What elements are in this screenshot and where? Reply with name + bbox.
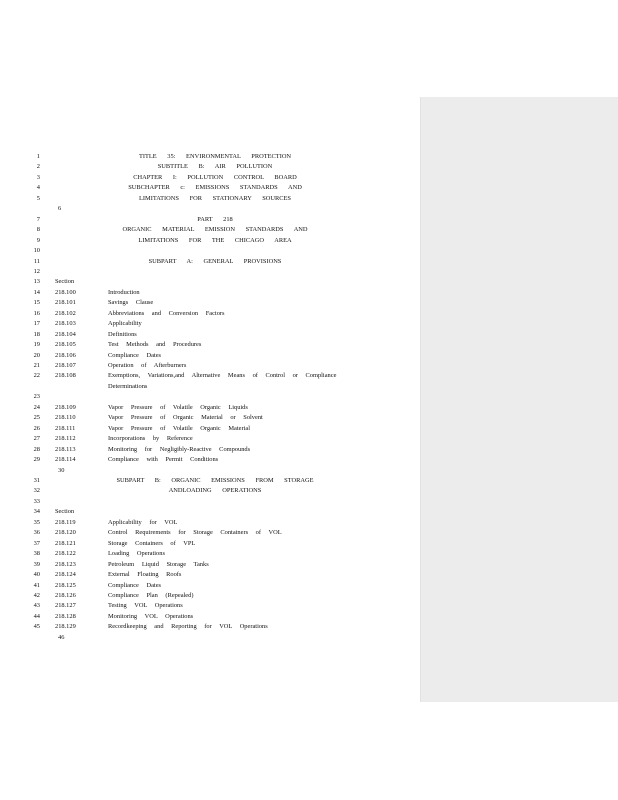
document-line xyxy=(0,183,420,194)
line-number: 34 xyxy=(33,508,40,516)
heading-text: LIMITATIONS FOR THE CHICAGO AREA xyxy=(138,236,292,244)
document-line xyxy=(0,486,420,497)
section-title: Monitoring VOL Operations xyxy=(108,612,194,620)
document-line xyxy=(0,309,420,320)
heading-text: SUBCHAPTER c: EMISSIONS STANDARDS AND xyxy=(128,184,302,192)
section-title: Recordkeeping and Reporting for VOL Operations xyxy=(108,623,268,631)
document-line xyxy=(0,267,420,278)
line-number: 1 xyxy=(36,153,40,160)
document-line xyxy=(0,225,420,236)
document-line xyxy=(0,601,420,612)
line-number: 23 xyxy=(33,393,40,401)
document-line xyxy=(0,570,420,581)
document-line xyxy=(0,277,420,288)
line-number: 22 xyxy=(33,372,40,380)
section-title: Compliance Dates xyxy=(108,351,162,359)
section-number: 218.128 xyxy=(55,612,76,620)
document-line xyxy=(0,581,420,592)
line-number: 17 xyxy=(33,320,40,328)
section-number: 218.100 xyxy=(55,288,76,296)
document-line xyxy=(0,371,420,382)
section-number: 218.129 xyxy=(55,623,76,631)
section-number: 218.119 xyxy=(55,518,76,526)
document-line xyxy=(0,455,420,466)
section-number: 218.120 xyxy=(55,529,76,537)
line-number: 20 xyxy=(33,351,40,359)
line-number: 13 xyxy=(33,278,40,286)
section-title: Compliance Dates xyxy=(108,581,162,589)
document-line xyxy=(0,236,420,247)
line-number: 10 xyxy=(33,247,40,255)
section-number: 218.108 xyxy=(55,372,76,380)
heading-text: CHAPTER I: POLLUTION CONTROL BOARD xyxy=(133,173,297,181)
line-number: 2 xyxy=(36,163,40,171)
document-line xyxy=(0,392,420,403)
heading-text: SUBTITLE B: AIR POLLUTION xyxy=(157,163,273,171)
section-title: Monitoring for Negligibly-Reactive Compounds xyxy=(108,445,251,453)
section-number: 218.103 xyxy=(55,320,76,328)
section-number: 218.106 xyxy=(55,351,76,359)
section-title: Petroleum Liquid Storage Tanks xyxy=(108,560,209,568)
line-number: 15 xyxy=(33,299,40,307)
section-title: Applicability xyxy=(108,320,142,328)
section-title: Introduction xyxy=(108,288,140,296)
document-line xyxy=(0,257,420,268)
section-title: External Floating Roofs xyxy=(108,571,182,578)
document-line xyxy=(0,246,420,257)
line-number: 35 xyxy=(33,518,40,526)
heading-text: LIMITATIONS FOR STATIONARY SOURCES xyxy=(139,194,291,202)
line-number: 29 xyxy=(33,456,40,463)
line-number: 42 xyxy=(33,591,40,599)
document-line xyxy=(0,330,420,341)
line-number: 12 xyxy=(33,267,40,275)
section-title: Operation of Afterburners xyxy=(108,362,187,369)
line-number: 3 xyxy=(36,173,40,181)
line-number: 41 xyxy=(33,581,40,589)
section-number: 218.126 xyxy=(55,591,76,599)
document-line xyxy=(0,413,420,424)
document-line xyxy=(0,507,420,518)
section-number: 218.127 xyxy=(55,602,76,610)
line-number: 33 xyxy=(33,497,40,505)
page-line-marker: 46 xyxy=(58,633,65,641)
line-number: 14 xyxy=(33,288,40,296)
document-line xyxy=(0,403,420,414)
document-line xyxy=(0,591,420,602)
document-line xyxy=(0,560,420,571)
heading-text: ANDLOADING OPERATIONS xyxy=(168,487,262,495)
document-line xyxy=(0,340,420,351)
line-number: 28 xyxy=(33,445,40,453)
section-title: Compliance with Permit Conditions xyxy=(108,456,219,463)
section-title: Abbreviations and Conversion Factors xyxy=(108,309,225,317)
line-number: 45 xyxy=(33,623,40,631)
line-number: 40 xyxy=(33,571,40,578)
section-number: 218.105 xyxy=(55,341,76,349)
document-line xyxy=(0,288,420,299)
line-number: 44 xyxy=(33,612,40,620)
section-title: Definitions xyxy=(108,330,137,338)
document-line xyxy=(0,173,420,184)
line-number: 37 xyxy=(33,539,40,547)
document-line xyxy=(0,434,420,445)
document-line xyxy=(0,382,420,393)
document-line xyxy=(0,549,420,560)
section-number: 218.104 xyxy=(55,330,76,338)
heading-text: PART 218 xyxy=(197,215,233,223)
line-number: 8 xyxy=(36,226,40,234)
section-number: 218.113 xyxy=(55,445,76,453)
line-number: 43 xyxy=(33,602,40,610)
heading-text: SUBPART B: ORGANIC EMISSIONS FROM STORAGE xyxy=(116,476,314,484)
page-line-marker: 30 xyxy=(58,466,65,474)
line-number: 32 xyxy=(33,487,40,495)
document-line xyxy=(0,424,420,435)
line-number: 25 xyxy=(33,414,40,422)
line-number: 11 xyxy=(33,257,40,265)
line-number: 26 xyxy=(33,424,40,432)
line-number: 5 xyxy=(36,194,40,202)
line-number: 21 xyxy=(33,362,40,369)
section-title: Control Requirements for Storage Containers of VOL xyxy=(108,529,282,537)
section-title: Applicability for VOL xyxy=(108,518,178,526)
section-number: 218.109 xyxy=(55,403,76,411)
document-line xyxy=(0,476,420,487)
section-number: 218.122 xyxy=(55,550,76,558)
document-line xyxy=(0,497,420,508)
document-line xyxy=(0,298,420,309)
section-number: 218.112 xyxy=(55,435,76,443)
document-line xyxy=(0,622,420,633)
section-title: Storage Containers of VPL xyxy=(108,539,196,547)
section-number: 218.125 xyxy=(55,581,76,589)
document-line xyxy=(0,361,420,372)
line-number: 27 xyxy=(33,435,40,443)
document-line xyxy=(0,633,420,644)
document-line xyxy=(0,351,420,362)
section-title: Test Methods and Procedures xyxy=(108,341,202,349)
document-line xyxy=(0,152,420,163)
line-number: 38 xyxy=(33,550,40,558)
heading-text: TITLE 35: ENVIRONMENTAL PROTECTION xyxy=(138,153,292,160)
document-line xyxy=(0,194,420,205)
line-number: 16 xyxy=(33,309,40,317)
section-title: Vapor Pressure of Volatile Organic Material xyxy=(108,424,250,432)
section-title: Vapor Pressure of Volatile Organic Liquids xyxy=(108,403,248,411)
section-number: Section xyxy=(55,508,75,516)
line-number: 9 xyxy=(36,236,40,244)
section-number: 218.107 xyxy=(55,362,76,369)
line-number: 19 xyxy=(33,341,40,349)
document-line xyxy=(0,162,420,173)
document-line xyxy=(0,612,420,623)
page-line-marker: 6 xyxy=(58,205,62,213)
document-line xyxy=(0,215,420,226)
section-number: 218.111 xyxy=(55,424,76,432)
comment-pane xyxy=(420,97,618,702)
line-number: 36 xyxy=(33,529,40,537)
section-title: Exemptions, Variations,and Alternative Means of Control or Compliance xyxy=(108,372,337,380)
document-line xyxy=(0,445,420,456)
section-number: 218.101 xyxy=(55,299,76,307)
document-line xyxy=(0,319,420,330)
document-line xyxy=(0,466,420,477)
section-title: Vapor Pressure of Organic Material or Solvent xyxy=(108,414,263,422)
section-title: Savings Clause xyxy=(108,299,154,307)
line-number: 18 xyxy=(33,330,40,338)
document-line xyxy=(0,539,420,550)
section-number: 218.123 xyxy=(55,560,76,568)
line-number: 7 xyxy=(36,215,40,223)
heading-text: SUBPART A: GENERAL PROVISIONS xyxy=(148,257,282,265)
heading-text: ORGANIC MATERIAL EMISSION STANDARDS AND xyxy=(122,226,308,234)
section-title: Compliance Plan (Repealed) xyxy=(108,591,194,599)
section-title: Testing VOL Operations xyxy=(108,602,183,610)
section-title: Determinations xyxy=(108,382,148,390)
section-number: 218.124 xyxy=(55,571,76,578)
section-number: 218.121 xyxy=(55,539,76,547)
section-number: 218.114 xyxy=(55,456,76,463)
line-number: 31 xyxy=(33,476,40,484)
section-title: Incorporations by Reference xyxy=(108,435,193,443)
section-title: Loading Operations xyxy=(108,550,165,558)
document-line xyxy=(0,518,420,529)
section-number: 218.110 xyxy=(55,414,76,422)
section-number: Section xyxy=(55,278,75,286)
line-number: 4 xyxy=(36,184,40,192)
section-number: 218.102 xyxy=(55,309,76,317)
document-line xyxy=(0,528,420,539)
document-line xyxy=(0,204,420,215)
line-number: 39 xyxy=(33,560,40,568)
line-number: 24 xyxy=(33,403,40,411)
